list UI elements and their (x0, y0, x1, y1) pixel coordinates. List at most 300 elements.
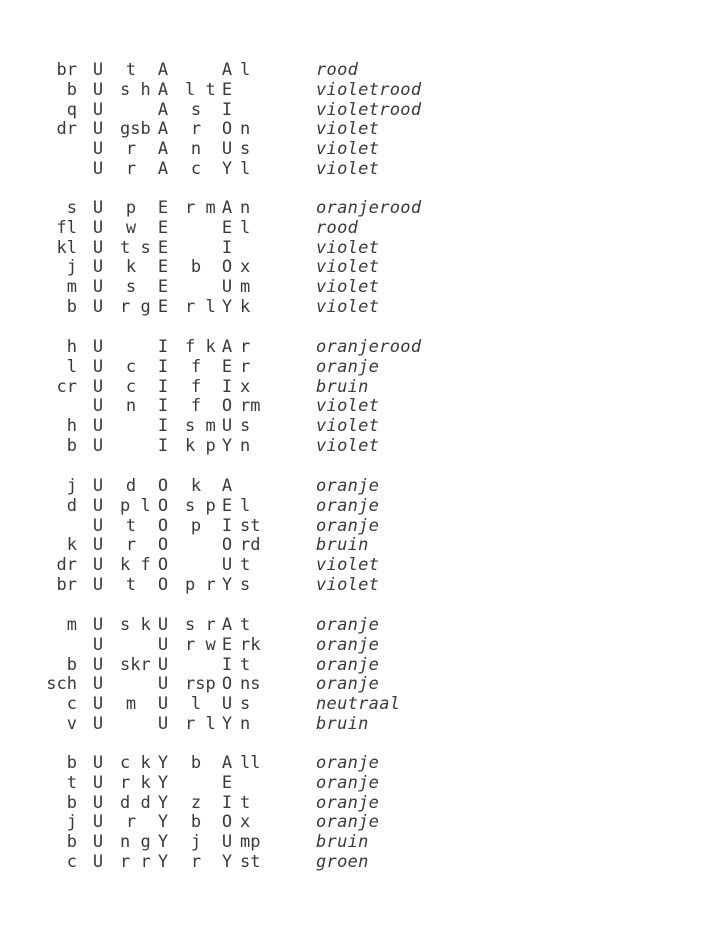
letter-cell: x (240, 376, 251, 397)
letter-cell: j (66, 257, 77, 278)
letter-cell: h (66, 337, 77, 357)
letter-cell: E (157, 296, 169, 317)
letter-cell: b (66, 792, 77, 813)
letter-cell: Y (157, 832, 169, 853)
letter-cell: r w (185, 634, 216, 655)
letter-cell: Y (157, 851, 169, 872)
letter-cell: A (157, 139, 169, 160)
word-group (0, 60, 723, 179)
letter-cell: I (157, 376, 169, 397)
letter-cell: b (190, 812, 202, 833)
letter-cell: c k (120, 753, 151, 773)
letter-cell: f (190, 396, 202, 417)
word-row (0, 773, 723, 793)
letter-cell: b (66, 435, 77, 456)
color-label: oranjerood (316, 337, 422, 357)
letter-cell: m (125, 694, 137, 715)
letter-cell: O (157, 515, 169, 536)
letter-cell: t s (120, 237, 151, 258)
letter-cell: s (240, 574, 251, 595)
letter-cell: l (240, 495, 251, 516)
letter-cell: O (221, 674, 233, 695)
letter-cell: U (157, 674, 169, 695)
letter-cell: I (157, 337, 169, 357)
letter-cell: n (190, 139, 202, 160)
letter-cell: b (190, 753, 202, 773)
letter-cell: E (221, 79, 233, 100)
letter-cell: s (66, 198, 77, 218)
letter-cell: U (92, 713, 104, 734)
letter-cell: k (125, 257, 137, 278)
word-row (0, 119, 723, 139)
letter-cell: U (92, 158, 104, 179)
letter-cell: p l (120, 495, 151, 516)
letter-cell: U (92, 535, 104, 556)
letter-cell: U (92, 198, 104, 218)
letter-cell: Y (157, 753, 169, 773)
color-label: violet (316, 296, 380, 317)
word-row (0, 139, 723, 159)
letter-cell: A (221, 476, 233, 496)
word-row (0, 753, 723, 773)
letter-cell: r (125, 812, 137, 833)
letter-cell: m (240, 277, 251, 298)
letter-cell: E (221, 634, 233, 655)
word-row (0, 337, 723, 357)
letter-cell: U (92, 851, 104, 872)
word-row (0, 357, 723, 377)
letter-cell: m (66, 277, 77, 298)
word-row (0, 714, 723, 734)
letter-cell: U (92, 634, 104, 655)
word-row (0, 60, 723, 80)
letter-cell: gsb (120, 119, 151, 140)
letter-cell: c (125, 356, 137, 377)
letter-cell: E (157, 257, 169, 278)
word-row (0, 218, 723, 238)
letter-cell: s (240, 694, 251, 715)
letter-cell: rk (240, 634, 261, 655)
letter-cell: A (157, 60, 169, 80)
color-label: violet (316, 119, 380, 140)
color-label: violet (316, 237, 380, 258)
word-row (0, 555, 723, 575)
letter-cell: ns (240, 674, 261, 695)
color-label: violet (316, 396, 380, 417)
letter-cell: skr (120, 654, 151, 675)
letter-cell: U (157, 615, 169, 635)
word-row (0, 416, 723, 436)
letter-cell: O (157, 574, 169, 595)
letter-cell: r (125, 535, 137, 556)
letter-cell: E (221, 495, 233, 516)
letter-cell: U (92, 60, 104, 80)
letter-cell: t (240, 654, 251, 675)
word-row (0, 238, 723, 258)
letter-cell: E (157, 217, 169, 238)
letter-cell: l t (185, 79, 216, 100)
letter-cell: U (221, 555, 233, 576)
letter-cell: cr (56, 376, 77, 397)
letter-cell: t (125, 60, 137, 80)
letter-cell: I (221, 654, 233, 675)
letter-cell: U (157, 713, 169, 734)
letter-cell: E (221, 356, 233, 377)
letter-cell: n (240, 119, 251, 140)
letter-cell: n (125, 396, 137, 417)
color-label: violet (316, 158, 380, 179)
color-label: oranje (316, 674, 380, 695)
color-label: oranje (316, 476, 380, 496)
letter-cell: s r (185, 615, 216, 635)
letter-cell: Y (157, 792, 169, 813)
letter-cell: r (240, 356, 251, 377)
word-row (0, 377, 723, 397)
letter-cell: E (157, 277, 169, 298)
letter-cell: b (66, 753, 77, 773)
letter-cell: U (92, 812, 104, 833)
letter-cell: br (56, 60, 77, 80)
letter-cell: p (190, 515, 202, 536)
letter-cell: E (221, 217, 233, 238)
word-row (0, 615, 723, 635)
letter-cell: U (92, 139, 104, 160)
letter-cell: b (66, 79, 77, 100)
letter-cell: t (240, 792, 251, 813)
color-label: oranjerood (316, 198, 422, 218)
word-row (0, 198, 723, 218)
letter-cell: s (125, 277, 137, 298)
letter-cell: Y (221, 435, 233, 456)
letter-cell: v (66, 713, 77, 734)
letter-cell: U (92, 555, 104, 576)
color-label: bruin (316, 713, 369, 734)
letter-cell: k p (185, 435, 216, 456)
letter-cell: U (221, 832, 233, 853)
letter-cell: p (125, 198, 137, 218)
word-row (0, 655, 723, 675)
word-row (0, 277, 723, 297)
letter-cell: U (221, 139, 233, 160)
letter-cell: U (92, 832, 104, 853)
letter-cell: kl (56, 237, 77, 258)
letter-cell: r k (120, 772, 151, 793)
letter-cell: st (240, 515, 261, 536)
letter-cell: rd (240, 535, 261, 556)
color-label: violet (316, 555, 380, 576)
letter-cell: O (157, 555, 169, 576)
color-label: rood (316, 60, 359, 80)
letter-cell: r (190, 851, 202, 872)
letter-cell: U (92, 356, 104, 377)
letter-cell: b (66, 296, 77, 317)
letter-cell: n (240, 198, 251, 218)
letter-cell: r m (185, 198, 216, 218)
letter-cell: U (92, 237, 104, 258)
letter-cell: x (240, 257, 251, 278)
letter-cell: A (221, 337, 233, 357)
color-label: oranje (316, 753, 380, 773)
letter-cell: x (240, 812, 251, 833)
word-group (0, 753, 723, 872)
letter-cell: s h (120, 79, 151, 100)
letter-cell: w (125, 217, 137, 238)
color-label: oranje (316, 792, 380, 813)
letter-cell: c (125, 376, 137, 397)
letter-cell: m (66, 615, 77, 635)
letter-cell: U (92, 495, 104, 516)
word-row (0, 80, 723, 100)
color-label: oranje (316, 495, 380, 516)
letter-cell: j (66, 476, 77, 496)
letter-cell: A (221, 198, 233, 218)
letter-cell: fl (56, 217, 77, 238)
letter-cell: U (92, 674, 104, 695)
letter-cell: rsp (185, 674, 216, 695)
letter-cell: U (157, 634, 169, 655)
letter-cell: c (66, 851, 77, 872)
letter-cell: E (157, 237, 169, 258)
color-label: oranje (316, 515, 380, 536)
letter-cell: U (92, 277, 104, 298)
word-row (0, 852, 723, 872)
letter-cell: b (190, 257, 202, 278)
letter-cell: b (66, 832, 77, 853)
letter-cell: t (125, 515, 137, 536)
color-label: violet (316, 574, 380, 595)
word-row (0, 674, 723, 694)
letter-cell: t (66, 772, 77, 793)
word-row (0, 832, 723, 852)
color-label: bruin (316, 535, 369, 556)
letter-cell: k f (120, 555, 151, 576)
word-row (0, 516, 723, 536)
letter-cell: r r (120, 851, 151, 872)
letter-cell: U (92, 615, 104, 635)
word-group (0, 198, 723, 317)
letter-cell: Y (221, 574, 233, 595)
letter-cell: U (92, 337, 104, 357)
letter-cell: I (157, 396, 169, 417)
letter-cell: f k (185, 337, 216, 357)
letter-cell: Y (221, 158, 233, 179)
letter-cell: U (92, 694, 104, 715)
letter-cell: t (240, 615, 251, 635)
letter-cell: U (92, 574, 104, 595)
letter-cell: l (240, 158, 251, 179)
letter-cell: I (221, 99, 233, 120)
letter-cell: s p (185, 495, 216, 516)
letter-cell: U (92, 257, 104, 278)
letter-cell: I (157, 435, 169, 456)
letter-cell: U (92, 792, 104, 813)
letter-cell: d (125, 476, 137, 496)
letter-cell: O (221, 257, 233, 278)
color-label: oranje (316, 772, 380, 793)
word-row (0, 396, 723, 416)
letter-cell: U (92, 217, 104, 238)
color-label: groen (316, 851, 369, 872)
letter-cell: c (66, 694, 77, 715)
word-row (0, 793, 723, 813)
letter-cell: j (190, 832, 202, 853)
letter-cell: l (240, 217, 251, 238)
word-row (0, 535, 723, 555)
letter-cell: r g (120, 296, 151, 317)
color-label: violetrood (316, 99, 422, 120)
letter-cell: O (221, 812, 233, 833)
letter-cell: st (240, 851, 261, 872)
letter-cell: r (190, 119, 202, 140)
letter-cell: U (157, 694, 169, 715)
letter-cell: f (190, 356, 202, 377)
letter-cell: U (92, 772, 104, 793)
letter-cell: r (125, 158, 137, 179)
letter-cell: U (221, 277, 233, 298)
word-group (0, 615, 723, 734)
color-label: oranje (316, 615, 380, 635)
letter-cell: l (240, 60, 251, 80)
letter-cell: Y (221, 713, 233, 734)
letter-cell: E (157, 198, 169, 218)
color-label: oranje (316, 356, 380, 377)
letter-cell: s (190, 99, 202, 120)
color-label: violet (316, 139, 380, 160)
letter-cell: A (157, 119, 169, 140)
letter-cell: s m (185, 416, 216, 437)
letter-cell: l (66, 356, 77, 377)
letter-cell: t (125, 574, 137, 595)
letter-cell: k (190, 476, 202, 496)
letter-cell: U (92, 396, 104, 417)
letter-cell: l (190, 694, 202, 715)
letter-cell: U (92, 753, 104, 773)
color-label: rood (316, 217, 359, 238)
letter-cell: r l (185, 296, 216, 317)
letter-cell: b (66, 654, 77, 675)
color-label: oranje (316, 654, 380, 675)
word-row (0, 476, 723, 496)
letter-cell: O (221, 396, 233, 417)
letter-cell: k (66, 535, 77, 556)
letter-cell: U (92, 435, 104, 456)
letter-cell: U (92, 296, 104, 317)
letter-cell: U (92, 654, 104, 675)
letter-cell: O (157, 535, 169, 556)
word-row (0, 436, 723, 456)
word-row (0, 496, 723, 516)
letter-cell: f (190, 376, 202, 397)
letter-cell: I (157, 416, 169, 437)
letter-cell: p r (185, 574, 216, 595)
letter-cell: n (240, 713, 251, 734)
letter-cell: I (157, 356, 169, 377)
letter-cell: rm (240, 396, 261, 417)
letter-cell: h (66, 416, 77, 437)
letter-cell: A (221, 753, 233, 773)
letter-cell: n g (120, 832, 151, 853)
word-row (0, 812, 723, 832)
letter-cell: s (240, 139, 251, 160)
letter-cell: Y (221, 851, 233, 872)
letter-cell: U (92, 476, 104, 496)
letter-cell: U (92, 119, 104, 140)
color-label: violet (316, 257, 380, 278)
color-label: violet (316, 416, 380, 437)
letter-cell: O (157, 476, 169, 496)
letter-cell: s (240, 416, 251, 437)
color-label: violetrood (316, 79, 422, 100)
word-row (0, 100, 723, 120)
color-label: bruin (316, 832, 369, 853)
letter-cell: sch (46, 674, 77, 695)
letter-cell: j (66, 812, 77, 833)
letter-cell: I (221, 237, 233, 258)
letter-cell: c (190, 158, 202, 179)
word-row (0, 694, 723, 714)
letter-cell: I (221, 515, 233, 536)
word-row (0, 159, 723, 179)
letter-cell: U (92, 416, 104, 437)
letter-cell: O (157, 495, 169, 516)
color-label: bruin (316, 376, 369, 397)
word-row (0, 635, 723, 655)
letter-cell: U (92, 376, 104, 397)
letter-cell: I (221, 792, 233, 813)
word-row (0, 257, 723, 277)
letter-cell: A (157, 99, 169, 120)
letter-cell: O (221, 535, 233, 556)
letter-cell: r (240, 337, 251, 357)
letter-cell: r l (185, 713, 216, 734)
letter-cell: U (221, 416, 233, 437)
letter-cell: U (92, 99, 104, 120)
letter-cell: A (221, 60, 233, 80)
letter-cell: r (125, 139, 137, 160)
letter-cell: q (66, 99, 77, 120)
letter-cell: U (92, 79, 104, 100)
word-row (0, 297, 723, 317)
letter-cell: d (66, 495, 77, 516)
letter-cell: n (240, 435, 251, 456)
color-label: oranje (316, 812, 380, 833)
word-group (0, 476, 723, 595)
color-label: oranje (316, 634, 380, 655)
letter-cell: Y (157, 812, 169, 833)
letter-cell: A (221, 615, 233, 635)
letter-cell: br (56, 574, 77, 595)
color-label: neutraal (316, 694, 401, 715)
letter-cell: t (240, 555, 251, 576)
letter-cell: k (240, 296, 251, 317)
letter-cell: s k (120, 615, 151, 635)
color-label: violet (316, 435, 380, 456)
letter-cell: d d (120, 792, 151, 813)
letter-cell: dr (56, 555, 77, 576)
letter-cell: I (221, 376, 233, 397)
letter-cell: dr (56, 119, 77, 140)
letter-cell: mp (240, 832, 261, 853)
word-group (0, 337, 723, 456)
letter-cell: A (157, 79, 169, 100)
letter-cell: A (157, 158, 169, 179)
letter-cell: z (190, 792, 202, 813)
letter-cell: U (92, 515, 104, 536)
letter-cell: ll (240, 753, 261, 773)
letter-cell: E (221, 772, 233, 793)
letter-cell: U (157, 654, 169, 675)
color-label: violet (316, 277, 380, 298)
